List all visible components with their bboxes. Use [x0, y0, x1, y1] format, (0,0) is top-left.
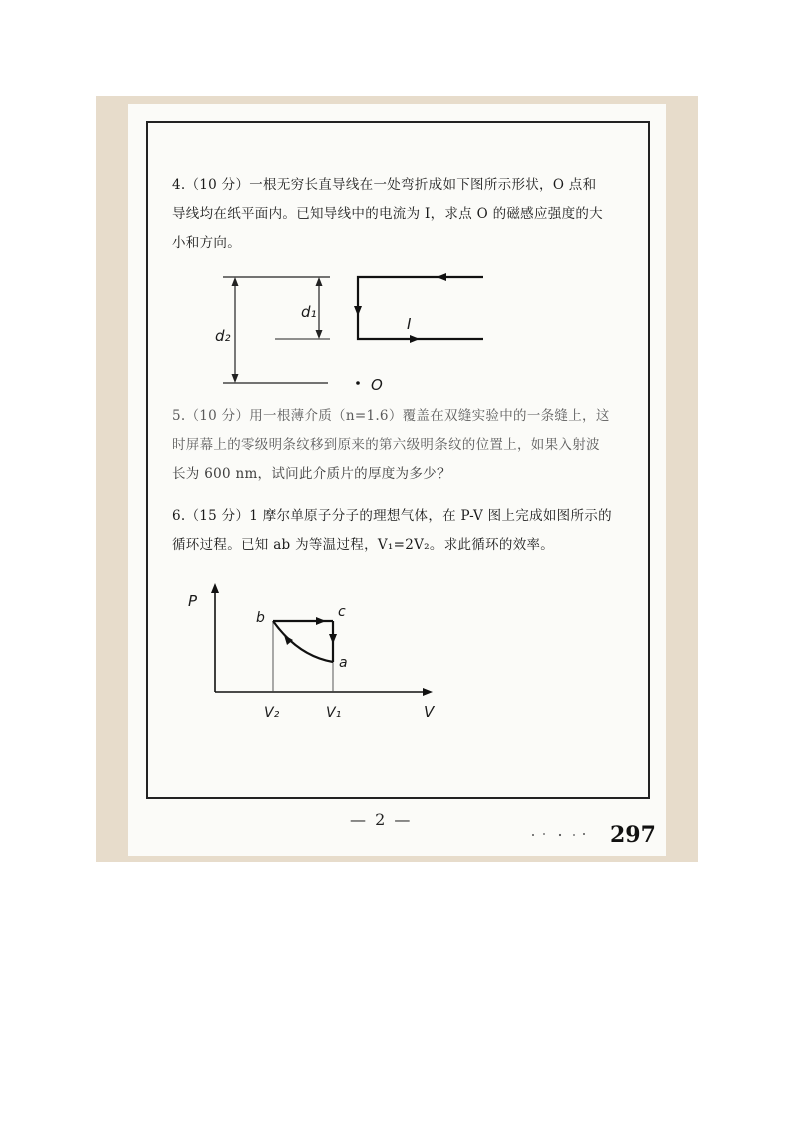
question-4-line-1: 4.（10 分）一根无穷长直导线在一处弯折成如下图所示形状，O 点和: [172, 177, 597, 193]
label-point-o: O: [371, 376, 383, 394]
current-arrow-bottom: [410, 335, 420, 343]
label-point-a: a: [339, 655, 348, 671]
d1-arrowhead-bottom: [316, 330, 323, 339]
axis-label-p: P: [188, 592, 198, 610]
label-d1: d₁: [301, 303, 317, 321]
question-5-line-1: 5.（10 分）用一根薄介质（n=1.6）覆盖在双缝实验中的一条缝上，这: [172, 408, 610, 424]
label-point-b: b: [256, 610, 265, 626]
label-current-i: I: [407, 315, 412, 333]
axis-label-v: V: [424, 703, 435, 721]
arrow-a-to-b: [284, 635, 293, 645]
question-6: [172, 502, 612, 560]
question-5-line-3: 长为 600 nm，试问此介质片的厚度为多少？: [172, 466, 451, 482]
label-d2: d₂: [215, 327, 231, 345]
current-arrow-vertical: [354, 306, 362, 316]
question-6-line-1: 6.（15 分）1 摩尔单原子分子的理想气体，在 P-V 图上完成如图所示的: [172, 508, 612, 524]
d2-arrowhead-bottom: [232, 374, 239, 383]
question-5: [172, 402, 612, 489]
question-4-line-2: 导线均在纸平面内。已知导线中的电流为 I，求点 O 的磁感应强度的大: [172, 206, 603, 222]
question-4-line-3: 小和方向。: [172, 235, 241, 251]
tick-label-v1: V₁: [326, 705, 342, 721]
point-o-dot: [356, 381, 360, 385]
question-4: [172, 171, 612, 258]
bent-wire-figure: [195, 265, 495, 395]
scan-specks: [530, 830, 590, 840]
label-point-c: c: [338, 604, 346, 620]
page-number: 297: [610, 822, 656, 848]
arrow-c-to-a: [329, 634, 337, 644]
bent-wire: [358, 277, 483, 339]
question-6-line-2: 循环过程。已知 ab 为等温过程，V₁=2V₂。求此循环的效率。: [172, 537, 555, 553]
v-axis-arrowhead: [423, 688, 433, 696]
tick-label-v2: V₂: [264, 705, 280, 721]
isothermal-a-to-b: [273, 621, 333, 662]
arrow-b-to-c: [316, 617, 326, 625]
d1-arrowhead-top: [316, 277, 323, 286]
p-axis-arrowhead: [211, 583, 219, 593]
page-mark: — 2 —: [350, 810, 413, 829]
pv-diagram: [180, 580, 450, 725]
d2-arrowhead-top: [232, 277, 239, 286]
current-arrow-top: [436, 273, 446, 281]
question-5-line-2: 时屏幕上的零级明条纹移到原来的第六级明条纹的位置上，如果入射波: [172, 437, 600, 453]
